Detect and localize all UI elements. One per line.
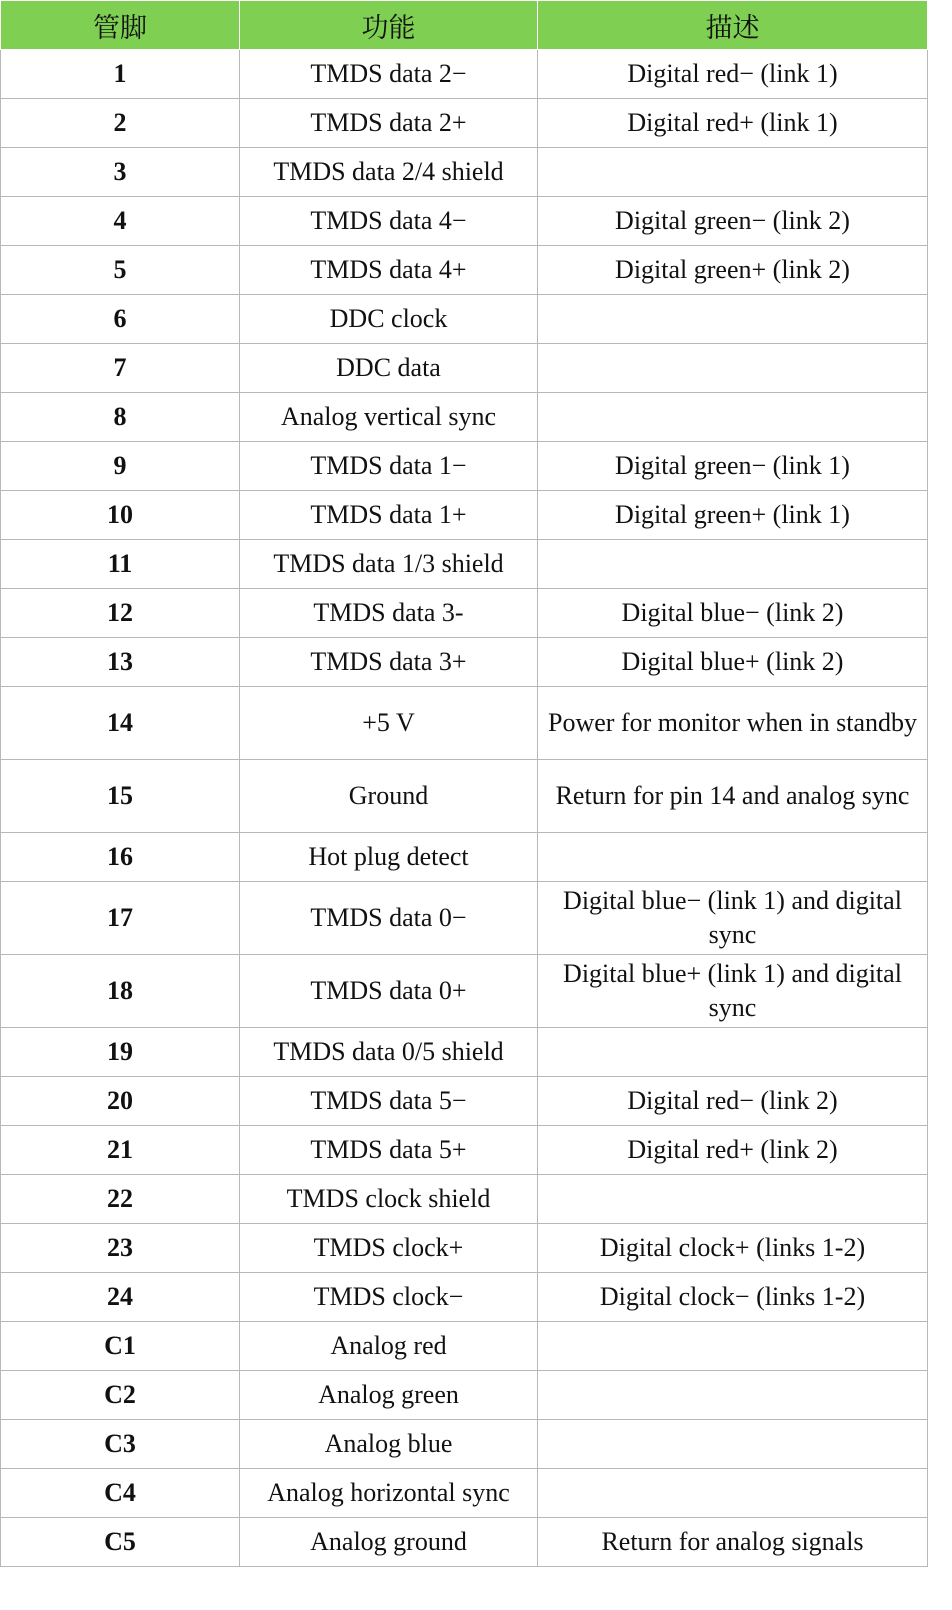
- pin-cell: 23: [1, 1224, 240, 1273]
- table-row: [1, 1224, 928, 1273]
- description-cell: Digital green+ (link 1): [538, 491, 928, 540]
- pin-cell: 22: [1, 1175, 240, 1224]
- function-cell: DDC data: [240, 344, 538, 393]
- pin-cell: 21: [1, 1126, 240, 1175]
- table-row: [1, 1420, 928, 1469]
- table-row: [1, 295, 928, 344]
- description-cell: Digital blue− (link 2): [538, 589, 928, 638]
- function-cell: Hot plug detect: [240, 833, 538, 882]
- description-cell: Digital green− (link 2): [538, 197, 928, 246]
- table-row: [1, 197, 928, 246]
- function-cell: TMDS data 1/3 shield: [240, 540, 538, 589]
- pin-cell: 24: [1, 1273, 240, 1322]
- description-cell: Digital blue− (link 1) and digital sync: [538, 882, 928, 955]
- function-cell: TMDS clock−: [240, 1273, 538, 1322]
- description-cell: Digital clock− (links 1-2): [538, 1273, 928, 1322]
- function-cell: TMDS data 4+: [240, 246, 538, 295]
- table-row: [1, 882, 928, 955]
- pin-cell: 8: [1, 393, 240, 442]
- function-cell: +5 V: [240, 687, 538, 760]
- description-cell: Digital blue+ (link 2): [538, 638, 928, 687]
- table-row: [1, 1175, 928, 1224]
- description-cell: [538, 148, 928, 197]
- function-cell: TMDS data 1−: [240, 442, 538, 491]
- pin-cell: 1: [1, 50, 240, 99]
- function-cell: TMDS data 3-: [240, 589, 538, 638]
- function-cell: Analog blue: [240, 1420, 538, 1469]
- pin-cell: 13: [1, 638, 240, 687]
- pin-cell: 2: [1, 99, 240, 148]
- description-cell: [538, 1028, 928, 1077]
- table-row: [1, 246, 928, 295]
- pin-cell: C2: [1, 1371, 240, 1420]
- description-cell: Digital red− (link 2): [538, 1077, 928, 1126]
- pin-cell: 16: [1, 833, 240, 882]
- pin-cell: 3: [1, 148, 240, 197]
- table-row: [1, 1518, 928, 1567]
- table-row: [1, 1469, 928, 1518]
- description-cell: [538, 1420, 928, 1469]
- pin-cell: 19: [1, 1028, 240, 1077]
- pin-cell: 20: [1, 1077, 240, 1126]
- pin-cell: 10: [1, 491, 240, 540]
- function-cell: TMDS data 0−: [240, 882, 538, 955]
- function-cell: TMDS data 1+: [240, 491, 538, 540]
- table-row: [1, 148, 928, 197]
- table-row: [1, 687, 928, 760]
- description-cell: Digital green− (link 1): [538, 442, 928, 491]
- table-row: [1, 491, 928, 540]
- table-row: [1, 955, 928, 1028]
- table-row: [1, 393, 928, 442]
- table-row: [1, 760, 928, 833]
- table-row: [1, 589, 928, 638]
- table-row: [1, 442, 928, 491]
- description-cell: [538, 393, 928, 442]
- table-row: [1, 1371, 928, 1420]
- description-cell: Digital green+ (link 2): [538, 246, 928, 295]
- function-cell: Analog red: [240, 1322, 538, 1371]
- function-cell: TMDS clock shield: [240, 1175, 538, 1224]
- function-cell: TMDS data 2+: [240, 99, 538, 148]
- table-row: [1, 1077, 928, 1126]
- table-row: [1, 99, 928, 148]
- pin-cell: C1: [1, 1322, 240, 1371]
- function-cell: Analog ground: [240, 1518, 538, 1567]
- function-cell: TMDS data 0+: [240, 955, 538, 1028]
- description-cell: [538, 1469, 928, 1518]
- function-cell: TMDS data 5+: [240, 1126, 538, 1175]
- pin-cell: 17: [1, 882, 240, 955]
- table-row: [1, 1322, 928, 1371]
- description-cell: Digital red− (link 1): [538, 50, 928, 99]
- function-cell: Analog vertical sync: [240, 393, 538, 442]
- function-cell: TMDS data 4−: [240, 197, 538, 246]
- function-cell: Analog horizontal sync: [240, 1469, 538, 1518]
- header-pin: 管脚: [1, 1, 240, 50]
- table-row: [1, 540, 928, 589]
- description-cell: [538, 1175, 928, 1224]
- description-cell: Digital red+ (link 2): [538, 1126, 928, 1175]
- description-cell: Return for pin 14 and analog sync: [538, 760, 928, 833]
- pin-cell: C3: [1, 1420, 240, 1469]
- table-header-row: [1, 1, 928, 50]
- function-cell: TMDS data 5−: [240, 1077, 538, 1126]
- description-cell: [538, 540, 928, 589]
- description-cell: Digital red+ (link 1): [538, 99, 928, 148]
- pin-cell: 18: [1, 955, 240, 1028]
- description-cell: Digital clock+ (links 1-2): [538, 1224, 928, 1273]
- table-row: [1, 50, 928, 99]
- pin-cell: C4: [1, 1469, 240, 1518]
- function-cell: TMDS data 0/5 shield: [240, 1028, 538, 1077]
- pin-cell: 6: [1, 295, 240, 344]
- header-function: 功能: [240, 1, 538, 50]
- pin-cell: C5: [1, 1518, 240, 1567]
- table-row: [1, 1028, 928, 1077]
- table-row: [1, 1126, 928, 1175]
- table-row: [1, 833, 928, 882]
- function-cell: Ground: [240, 760, 538, 833]
- pin-cell: 5: [1, 246, 240, 295]
- table-row: [1, 1273, 928, 1322]
- pin-cell: 15: [1, 760, 240, 833]
- header-description: 描述: [538, 1, 928, 50]
- pin-cell: 11: [1, 540, 240, 589]
- description-cell: [538, 344, 928, 393]
- pin-cell: 4: [1, 197, 240, 246]
- table-row: [1, 638, 928, 687]
- function-cell: TMDS clock+: [240, 1224, 538, 1273]
- function-cell: TMDS data 2/4 shield: [240, 148, 538, 197]
- description-cell: [538, 833, 928, 882]
- description-cell: Digital blue+ (link 1) and digital sync: [538, 955, 928, 1028]
- description-cell: [538, 295, 928, 344]
- description-cell: [538, 1371, 928, 1420]
- pin-cell: 7: [1, 344, 240, 393]
- description-cell: Return for analog signals: [538, 1518, 928, 1567]
- description-cell: Power for monitor when in standby: [538, 687, 928, 760]
- pin-cell: 14: [1, 687, 240, 760]
- function-cell: Analog green: [240, 1371, 538, 1420]
- pin-cell: 12: [1, 589, 240, 638]
- pin-cell: 9: [1, 442, 240, 491]
- description-cell: [538, 1322, 928, 1371]
- function-cell: DDC clock: [240, 295, 538, 344]
- function-cell: TMDS data 3+: [240, 638, 538, 687]
- table-row: [1, 344, 928, 393]
- function-cell: TMDS data 2−: [240, 50, 538, 99]
- table-body: [1, 50, 928, 1567]
